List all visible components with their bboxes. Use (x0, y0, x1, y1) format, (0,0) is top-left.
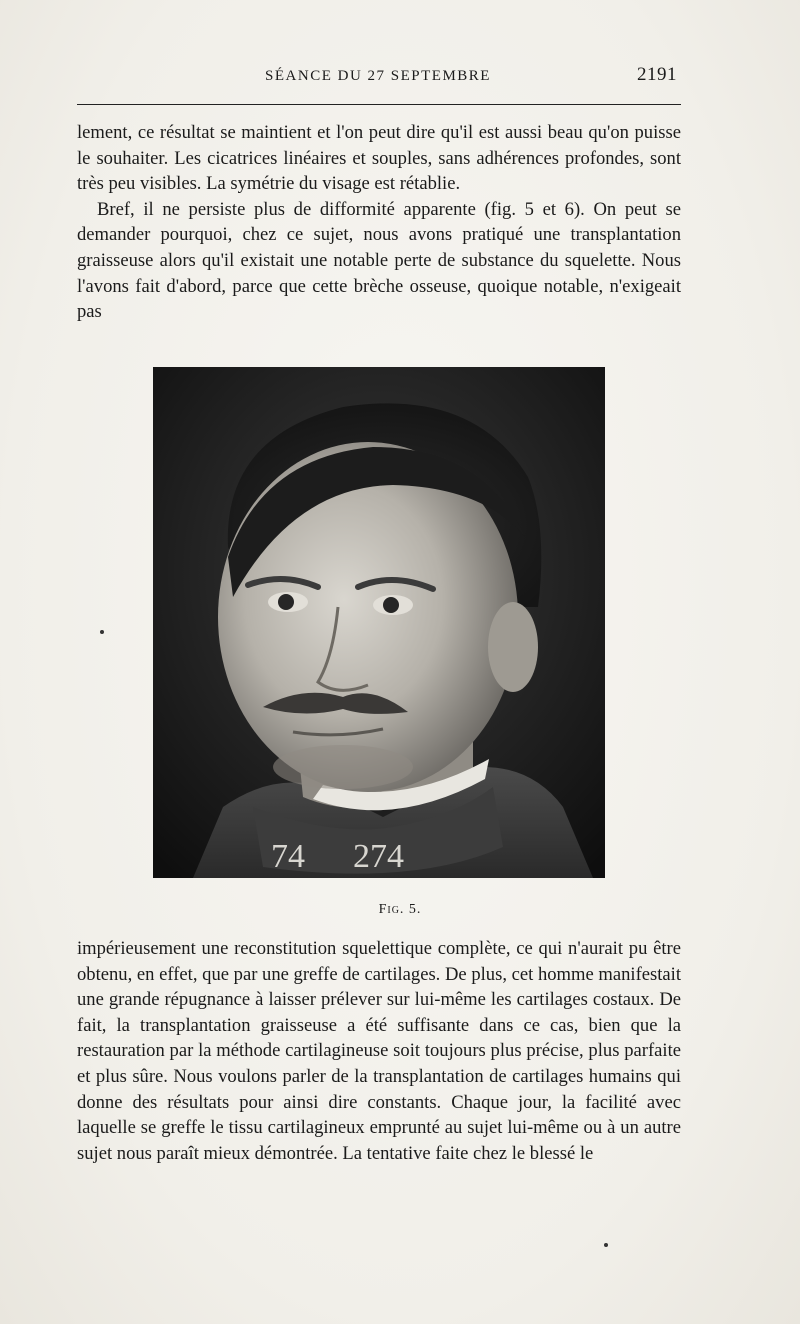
paragraph: Bref, il ne persiste plus de difformité apparente (fig. 5 et 6). On peut se demander pourquoi, chez ce sujet, nous avons pratiqué une transplantation graisseuse alors qu'il existait une notable perte de substance du squelette. Nous l'avons fait d'abord, parce que cette brèche osseuse, quoique notable, n'exigeait pas (77, 198, 681, 323)
body-text-top (77, 120, 681, 325)
header-rule (77, 104, 681, 105)
page-number: 2191 (637, 64, 677, 85)
print-speck (604, 1243, 608, 1247)
portrait-image (153, 367, 605, 878)
body-text-bottom (77, 936, 681, 1166)
collar-number-left: 74 (271, 838, 305, 875)
figure-caption: Fig. 5. (378, 902, 422, 917)
paragraph: lement, ce résultat se maintient et l'on peut dire qu'il est aussi beau qu'on puisse le souhaiter. Les cicatrices linéaires et souples, sans adhérences profondes, sont très peu visibles. La symétrie du visage est rétablie. (77, 122, 681, 195)
paragraph: impérieusement une reconstitution squelettique complète, ce qui n'aurait pu être obtenu, en effet, que par une greffe de cartilages. De plus, cet homme manifestait une grande répugnance à laisser prélever sur lui-même les cartilages costaux. De fait, la transplantation graisseuse a été suffisante dans ce cas, bien que la restauration par la méthode cartilagineuse soit toujours plus précise, plus parfaite et plus sûre. Nous voulons parler de la transplantation de cartilages humains qui donne des résultats pour ainsi dire constants. Chaque jour, la facilité avec laquelle se greffe le tissu cartilagineux emprunté au sujet lui-même ou à un autre sujet nous paraît mieux démontrée. La tentative faite chez le blessé le (77, 938, 681, 1164)
collar-number-right: 274 (353, 838, 404, 875)
running-title: SÉANCE DU 27 SEPTEMBRE (265, 68, 491, 84)
portrait-photograph (153, 367, 605, 878)
print-speck (100, 630, 104, 634)
running-head (77, 62, 679, 92)
